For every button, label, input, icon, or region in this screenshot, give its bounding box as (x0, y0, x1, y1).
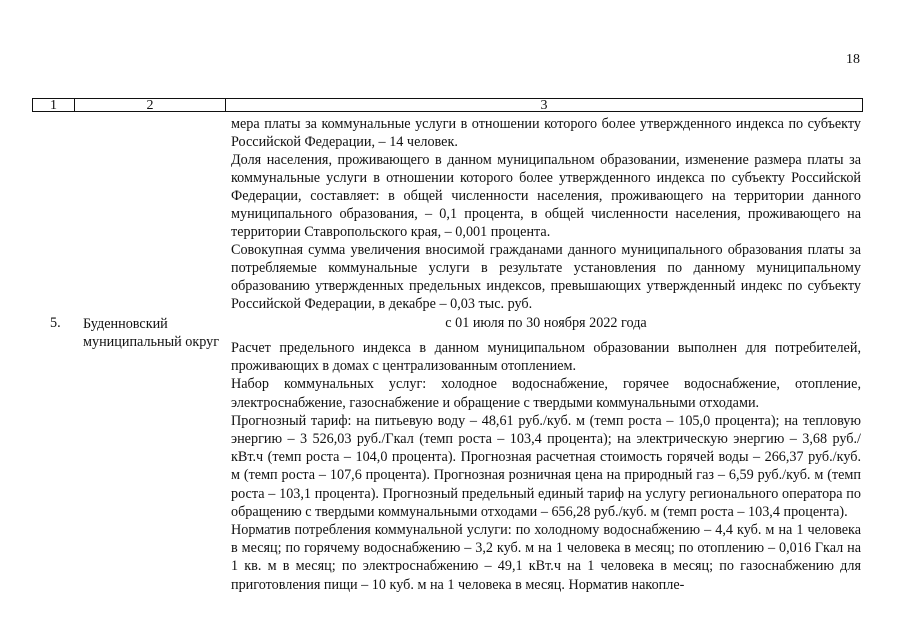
column-header-row (32, 98, 863, 112)
municipality-name: Буденновский муниципальный округ (83, 316, 220, 350)
paragraph: мера платы за коммунальные услуги в отношении которого более утвержденного индекса по субъекту Российской Федерации, – 14 человек. (231, 116, 861, 150)
paragraph: Доля населения, проживающего в данном муниципальном образовании, изменение размера платы за коммунальные услуги в отношении которого более утвержденного индекса по субъекту Российской Федерации, составляет: в общей численности населения, проживающего на территории данного муниципального образования, – 0,1 процента, в общей численности населения, проживающего на территории Ставропольского края, – 0,001 процента. (231, 152, 861, 240)
paragraph: Расчет предельного индекса в данном муниципальном образовании выполнен для потребителей, проживающих в домах с централизованным отоплением. (231, 340, 861, 375)
column-header-2: 2 (75, 99, 226, 111)
page-number: 18 (846, 52, 860, 67)
column-header-1: 1 (33, 99, 75, 111)
period-heading: с 01 июля по 30 ноября 2022 года (445, 315, 647, 331)
paragraph: Прогнозный тариф: на питьевую воду – 48,61 руб./куб. м (темп роста – 105,0 процента); на тепловую энергию – 3 526,03 руб./Гкал (темп роста – 103,4 процента); на электрическую энергию – 3,68 руб./кВт.ч (темп роста – 104,0 процента). Прогнозная расчетная стоимость горячей воды – 266,37 руб./куб. м (темп роста – 107,6 процента). Прогнозная розничная цена на природный газ – 6,59 руб./куб. м (темп роста – 103,1 процента). Прогнозный предельный единый тариф на услугу регионального оператора по обращению с твердыми коммунальными отходами – 656,28 руб./куб. м (темп роста – 103,4 процента). (231, 412, 861, 520)
paragraph: Норматив потребления коммунальной услуги: по холодному водоснабжению – 4,4 куб. м на 1 человека в месяц; по горячему водоснабжению – 3,2 куб. м на 1 человека в месяц; по отоплению – 0,016 Гкал на 1 кв. м в месяц; по электроснабжению – 49,1 кВт.ч на 1 человека в месяц; по газоснабжению для приготовления пищи – 10 куб. м на 1 человека в месяц. Норматив накопле- (231, 522, 861, 593)
paragraph: Набор коммунальных услуг: холодное водоснабжение, горячее водоснабжение, отопление, электроснабжение, газоснабжение и обращение с твердыми коммунальными отходами. (231, 376, 861, 411)
paragraph: Совокупная сумма увеличения вносимой гражданами данного муниципального образования платы за потребляемые коммунальные услуги в результате установления по данному муниципальному образованию утвержденных предельных индексов, превышающих утвержденный индекс по субъекту Российской Федерации, в декабре – 0,03 тыс. руб. (231, 242, 861, 312)
column-header-3: 3 (540, 98, 548, 113)
row-number: 5. (50, 315, 61, 331)
row5-text-block (231, 339, 861, 594)
continued-text-block (231, 115, 861, 313)
